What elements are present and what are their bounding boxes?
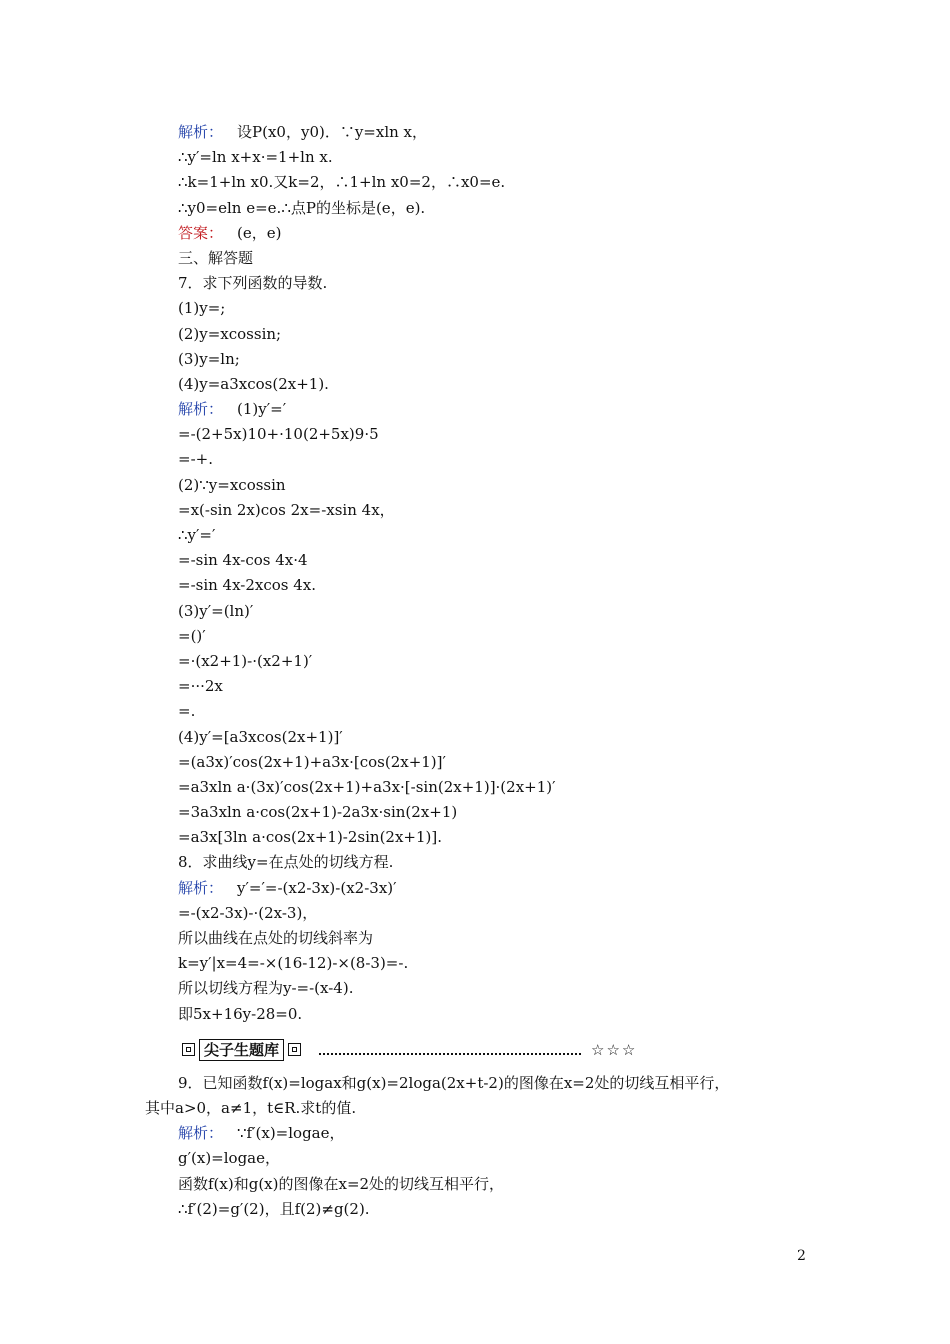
line-text: =a3xln a·(3x)′cos(2x+1)+a3x·[-sin(2x+1)]·(2x+1)′ — [178, 777, 556, 796]
text-line — [178, 674, 818, 699]
page-number: 2 — [797, 1248, 806, 1264]
text-line — [178, 1146, 818, 1171]
line-text: =(a3x)′cos(2x+1)+a3x·[cos(2x+1)]′ — [178, 752, 446, 771]
text-line — [178, 725, 818, 750]
text-line — [178, 271, 818, 296]
line-text: =3a3xln a·cos(2x+1)-2a3x·sin(2x+1) — [178, 803, 458, 822]
line-text: (e，e) — [237, 223, 282, 242]
text-line — [178, 850, 818, 875]
answer-label: 答案： — [178, 223, 224, 242]
line-text: =()′ — [178, 626, 206, 645]
line-text: =. — [178, 702, 196, 721]
box-marker-icon — [288, 1043, 301, 1056]
line-text: 所以曲线在点处的切线斜率为 — [178, 929, 374, 947]
text-line — [178, 599, 818, 624]
text-line — [178, 196, 818, 221]
line-text: ∴y′=′ — [178, 526, 216, 544]
text-line — [178, 120, 818, 145]
text-line — [178, 750, 818, 775]
line-text: (1)y=; — [178, 299, 226, 318]
line-text: (1)y′=′ — [237, 400, 287, 419]
line-text: =x(-sin 2x)cos 2x=-xsin 4x， — [178, 500, 395, 519]
text-line — [178, 1172, 818, 1197]
line-text: =-(2+5x)10+·10(2+5x)9·5 — [178, 425, 379, 444]
text-line — [178, 473, 818, 498]
line-text: =···2x — [178, 677, 223, 696]
text-line — [178, 825, 818, 850]
line-text: (2)y=xcossin; — [178, 324, 282, 343]
text-line — [178, 422, 818, 447]
text-line — [178, 926, 818, 951]
line-text: =-(x2-3x)-·(2x-3)， — [178, 903, 318, 922]
line-text: =a3x[3ln a·cos(2x+1)-2sin(2x+1)]. — [178, 828, 443, 847]
text-line — [178, 548, 818, 573]
line-text: 即5x+16y-28=0. — [178, 1004, 303, 1023]
line-text: 9．已知函数f(x)=logax和g(x)=2loga(2x+t-2)的图像在x=2处的切线互相平行， — [178, 1073, 730, 1092]
text-line — [178, 296, 818, 321]
line-text: =-sin 4x-cos 4x·4 — [178, 551, 308, 570]
text-line — [178, 876, 818, 901]
text-line — [178, 624, 818, 649]
line-text: (2)∵y=xcossin — [178, 475, 286, 494]
text-line — [178, 221, 818, 246]
text-line — [178, 498, 818, 523]
line-text: y′=′=-(x2-3x)-(x2-3x)′ — [237, 878, 397, 897]
box-marker-icon — [182, 1043, 195, 1056]
dotted-leader — [319, 1045, 581, 1055]
text-line — [178, 347, 818, 372]
line-text: 函数f(x)和g(x)的图像在x=2处的切线互相平行， — [178, 1174, 505, 1193]
problem-bank-title: 尖子生题库 — [199, 1039, 284, 1061]
line-text: (4)y′=[a3xcos(2x+1)]′ — [178, 727, 343, 746]
text-line — [178, 699, 818, 724]
text-line — [178, 246, 818, 271]
problem-bank-header — [178, 1035, 818, 1065]
text-line — [178, 523, 818, 548]
difficulty-stars: ☆☆☆ — [591, 1040, 638, 1059]
line-text: 所以切线方程为y-=-(x-4). — [178, 979, 354, 998]
text-line — [178, 372, 818, 397]
line-text: 7．求下列函数的导数. — [178, 274, 328, 293]
line-text: =-+. — [178, 450, 213, 469]
text-line — [178, 145, 818, 170]
text-line — [178, 322, 818, 347]
line-text: ∴f′(2)=g′(2)，且f(2)≠g(2). — [178, 1199, 370, 1218]
line-text: ∵f′(x)=logae， — [237, 1124, 345, 1143]
line-text: ∴y′=ln x+x·=1+ln x. — [178, 148, 333, 167]
text-line — [178, 901, 818, 926]
text-line — [178, 397, 818, 422]
text-line — [145, 1096, 818, 1121]
line-text: (3)y′=(ln)′ — [178, 601, 254, 620]
text-line — [178, 447, 818, 472]
text-line — [178, 951, 818, 976]
text-line — [178, 170, 818, 195]
solution-block-b — [145, 1071, 818, 1222]
line-text: 其中a>0，a≠1，t∈R.求t的值. — [145, 1098, 357, 1117]
analysis-label: 解析： — [178, 1124, 224, 1143]
text-line — [178, 573, 818, 598]
text-line — [178, 976, 818, 1001]
line-text: k=y′|x=4=-×(16-12)-×(8-3)=-. — [178, 954, 409, 973]
line-text: 8．求曲线y=在点处的切线方程. — [178, 853, 394, 872]
line-text: =·(x2+1)-·(x2+1)′ — [178, 651, 313, 670]
analysis-label: 解析： — [178, 400, 224, 419]
line-text: ∴k=1+ln x0.又k=2，∴1+ln x0=2，∴x0=e. — [178, 173, 506, 192]
line-text: (3)y=ln; — [178, 349, 240, 368]
analysis-label: 解析： — [178, 878, 224, 897]
text-line — [178, 775, 818, 800]
text-line — [178, 1197, 818, 1222]
line-text: ∴y0=eln e=e.∴点P的坐标是(e，e). — [178, 198, 426, 217]
line-text: (4)y=a3xcos(2x+1). — [178, 374, 329, 393]
analysis-label: 解析： — [178, 123, 224, 141]
solution-block-a — [178, 120, 818, 1027]
line-text: 三、解答题 — [178, 248, 254, 267]
line-text: g′(x)=logae， — [178, 1149, 280, 1168]
line-text: 设P(x0，y0)．∵y=xln x， — [237, 123, 428, 141]
text-line — [178, 1002, 818, 1027]
text-line — [178, 1121, 818, 1146]
text-line — [178, 1071, 818, 1096]
page-content — [145, 120, 818, 1222]
text-line — [178, 800, 818, 825]
text-line — [178, 649, 818, 674]
line-text: =-sin 4x-2xcos 4x. — [178, 576, 317, 595]
